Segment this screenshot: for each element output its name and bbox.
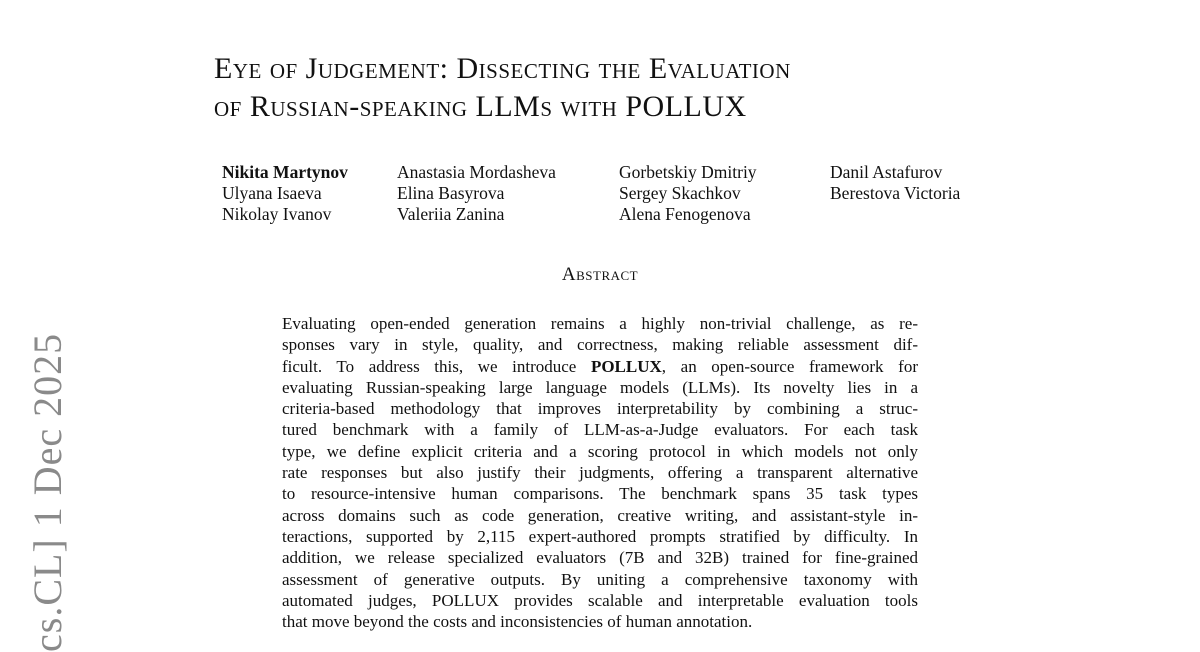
- author-name: Anastasia Mordasheva: [397, 162, 556, 182]
- author-name: Nikolay Ivanov: [222, 204, 332, 224]
- author-name: Gorbetskiy Dmitriy: [619, 162, 757, 182]
- abstract-body: [282, 313, 918, 632]
- arxiv-identifier-stamp: cs.CL] 1 Dec 2025: [25, 332, 70, 652]
- abstract-line: sponses vary in style, quality, and correctness, making reliable assessment dif-: [282, 335, 918, 355]
- paper-title-line: Eye of Judgement: Dissecting the Evaluation: [214, 52, 791, 85]
- author-name: Danil Astafurov: [830, 162, 943, 182]
- abstract-line: teractions, supported by 2,115 expert-authored prompts stratified by difficulty. In: [282, 526, 918, 546]
- author-name: Elina Basyrova: [397, 183, 505, 203]
- abstract-line: Evaluating open-ended generation remains a highly non-trivial challenge, as re-: [282, 314, 918, 333]
- abstract-line: automated judges, POLLUX provides scalable and interpretable evaluation tools: [282, 590, 918, 610]
- author-name: Alena Fenogenova: [619, 204, 751, 224]
- author-name: Berestova Victoria: [830, 183, 961, 203]
- abstract-line: tured benchmark with a family of LLM-as-a-Judge evaluators. For each task: [282, 420, 918, 440]
- abstract-line: criteria-based methodology that improves interpretability by combining a struc-: [282, 399, 918, 419]
- author-column: [619, 162, 757, 225]
- author-column: [397, 162, 556, 225]
- author-column: [222, 162, 348, 225]
- framework-name-emphasis: POLLUX: [590, 356, 662, 376]
- paper-title-line: of Russian-speaking LLMs with POLLUX: [214, 90, 747, 123]
- abstract-line: across domains such as code generation, creative writing, and assistant-style in-: [282, 505, 918, 525]
- abstract-line: rate responses but also justify their judgments, offering a transparent alternative: [282, 463, 918, 483]
- author-name: Ulyana Isaeva: [222, 183, 322, 203]
- abstract-line: type, we define explicit criteria and a scoring protocol in which models not only: [282, 441, 918, 461]
- abstract-line: evaluating Russian-speaking large language models (LLMs). Its novelty lies in a: [282, 377, 918, 397]
- abstract-line: to resource-intensive human comparisons. The benchmark spans 35 task types: [282, 484, 918, 504]
- author-column: [830, 162, 960, 204]
- abstract-line: that move beyond the costs and inconsistencies of human annotation.: [282, 612, 753, 632]
- abstract-line: assessment of generative outputs. By uniting a comprehensive taxonomy with: [282, 569, 918, 589]
- author-name: Sergey Skachkov: [619, 183, 741, 203]
- paper-title: [214, 50, 791, 126]
- abstract-line: ficult. To address this, we introduce POLLUX, an open-source framework for: [282, 356, 918, 376]
- author-name: Valeriia Zanina: [397, 204, 505, 224]
- author-name: Nikita Martynov: [222, 162, 348, 182]
- abstract-line: addition, we release specialized evaluators (7B and 32B) trained for fine-grained: [282, 548, 918, 568]
- abstract-heading: Abstract: [561, 264, 639, 285]
